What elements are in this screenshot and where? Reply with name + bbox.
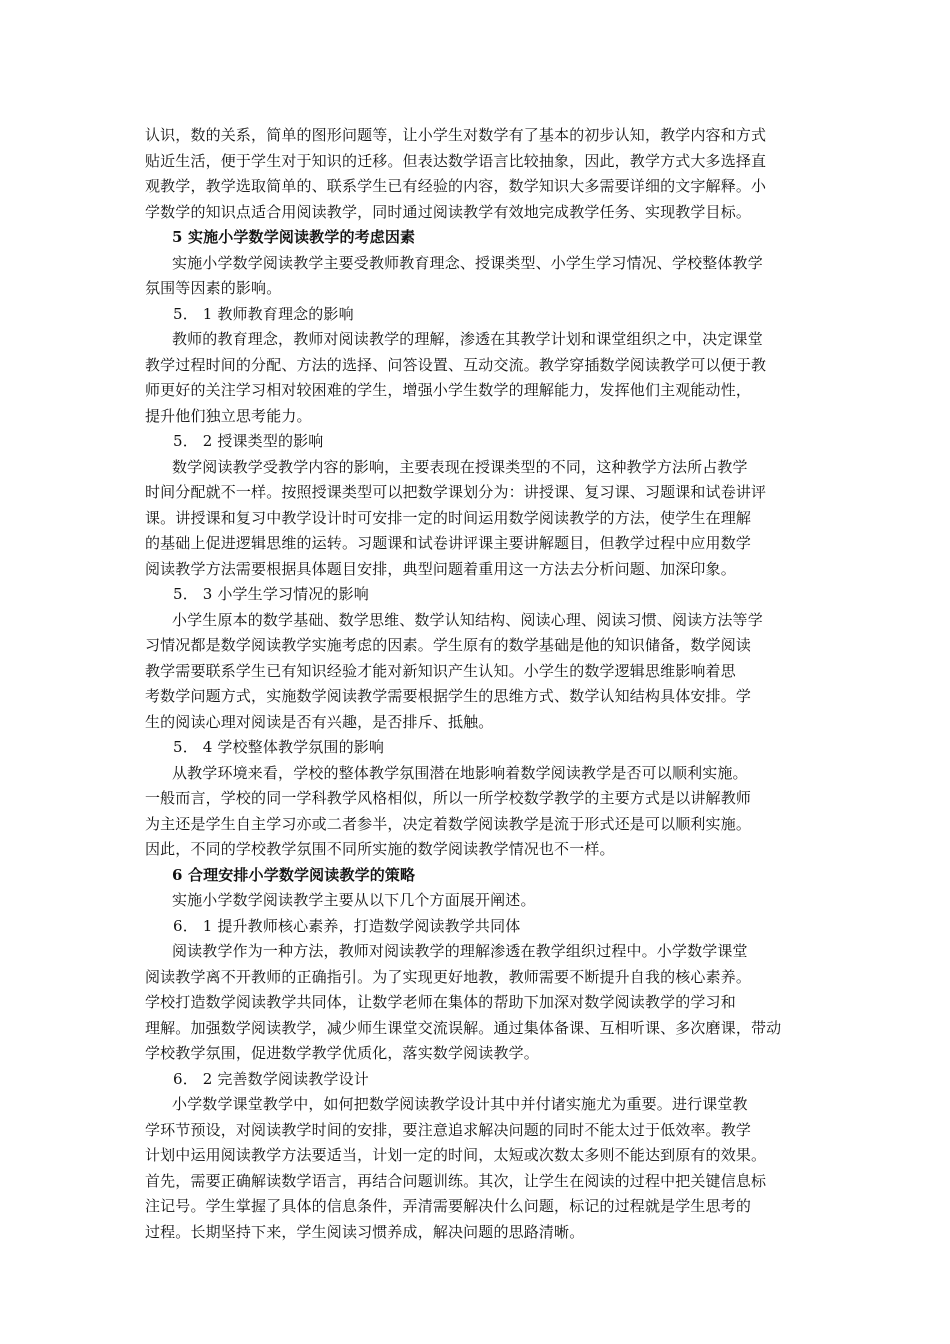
subsection-heading: 5． 1 教师教育理念的影响 bbox=[173, 304, 354, 323]
paragraph-line: 提升他们独立思考能力。 bbox=[145, 406, 312, 425]
paragraph-line: 为主还是学生自主学习亦或二者参半，决定着数学阅读教学是流于形式还是可以顺利实施。 bbox=[145, 814, 752, 833]
section-heading: 6 合理安排小学数学阅读教学的策略 bbox=[172, 865, 416, 884]
paragraph-first-line: 实施小学数学阅读教学主要受教师教育理念、授课类型、小学生学习情况、学校整体教学 bbox=[172, 253, 763, 272]
paragraph-line: 考数学问题方式，实施数学阅读教学需要根据学生的思维方式、数学认知结构具体安排。学 bbox=[145, 687, 752, 705]
paragraph-line: 师更好的关注学习相对较困难的学生，增强小学生数学的理解能力，发挥他们主观能动性， bbox=[145, 381, 752, 399]
paragraph-line: 过程。长期坚持下来，学生阅读习惯养成，解决问题的思路清晰。 bbox=[145, 1222, 585, 1241]
subsection-heading: 5． 3 小学生学习情况的影响 bbox=[173, 585, 369, 603]
paragraph-line: 阅读教学离不开教师的正确指引。为了实现更好地教，教师需要不断提升自我的核心素养。 bbox=[145, 967, 752, 986]
paragraph-line: 生的阅读心理对阅读是否有兴趣，是否排斥、抵触。 bbox=[145, 712, 494, 731]
paragraph-first-line: 小学生原本的数学基础、数学思维、数学认知结构、阅读心理、阅读习惯、阅读方法等学 bbox=[172, 610, 763, 629]
subsection-heading: 6． 2 完善数学阅读教学设计 bbox=[173, 1069, 369, 1088]
paragraph-first-line: 实施小学数学阅读教学主要从以下几个方面展开阐述。 bbox=[172, 891, 536, 909]
paragraph-line: 教学需要联系学生已有知识经验才能对新知识产生认知。小学生的数学逻辑思维影响着思 bbox=[145, 661, 736, 680]
section-heading: 5 实施小学数学阅读教学的考虑因素 bbox=[172, 228, 416, 246]
subsection-heading: 6． 1 提升教师核心素养，打造数学阅读教学共同体 bbox=[173, 916, 521, 935]
paragraph-line: 因此，不同的学校教学氛围不同所实施的数学阅读教学情况也不一样。 bbox=[145, 840, 615, 858]
paragraph-line: 阅读教学方法需要根据具体题目安排，典型问题着重用这一方法去分析问题、加深印象。 bbox=[145, 559, 736, 578]
document-body bbox=[145, 123, 813, 1245]
paragraph-line: 一般而言，学校的同一学科教学风格相似，所以一所学校数学教学的主要方式是以讲解教师 bbox=[145, 789, 752, 807]
paragraph-line: 学校教学氛围，促进数学教学优质化，落实数学阅读教学。 bbox=[145, 1044, 539, 1062]
paragraph-line: 认识，数的关系，简单的图形问题等，让小学生对数学有了基本的初步认知，教学内容和方式 bbox=[145, 126, 767, 144]
paragraph-line: 教学过程时间的分配、方法的选择、问答设置、互动交流。教学穿插数学阅读教学可以便于教 bbox=[145, 355, 767, 374]
paragraph-line: 学数学的知识点适合用阅读教学，同时通过阅读教学有效地完成教学任务、实现教学目标。 bbox=[145, 202, 752, 221]
paragraph-line: 学校打造数学阅读教学共同体，让数学老师在集体的帮助下加深对数学阅读教学的学习和 bbox=[145, 993, 736, 1011]
paragraph-line: 计划中运用阅读教学方法要适当，计划一定的时间，太短或次数太多则不能达到原有的效果。 bbox=[145, 1146, 767, 1164]
paragraph-first-line: 教师的教育理念，教师对阅读教学的理解，渗透在其教学计划和课堂组织之中，决定课堂 bbox=[172, 330, 763, 348]
paragraph-first-line: 从教学环境来看，学校的整体教学氛围潜在地影响着数学阅读教学是否可以顺利实施。 bbox=[172, 763, 748, 782]
paragraph-line: 首先，需要正确解读数学语言，再结合问题训练。其次，让学生在阅读的过程中把关键信息标 bbox=[145, 1171, 767, 1190]
paragraph-line: 观教学，教学选取简单的、联系学生已有经验的内容，数学知识大多需要详细的文字解释。小 bbox=[145, 177, 767, 195]
paragraph-line: 的基础上促进逻辑思维的运转。习题课和试卷讲评课主要讲解题目，但教学过程中应用数学 bbox=[145, 534, 752, 552]
paragraph-first-line: 数学阅读教学受教学内容的影响，主要表现在授课类型的不同，这种教学方法所占教学 bbox=[172, 457, 748, 476]
paragraph-line: 时间分配就不一样。按照授课类型可以把数学课划分为：讲授课、复习课、习题课和试卷讲评 bbox=[145, 483, 767, 501]
paragraph-first-line: 小学数学课堂教学中，如何把数学阅读教学设计其中并付诸实施尤为重要。进行课堂教 bbox=[172, 1095, 748, 1113]
paragraph-line: 注记号。学生掌握了具体的信息条件，弄清需要解决什么问题，标记的过程就是学生思考的 bbox=[145, 1197, 752, 1215]
subsection-heading: 5． 2 授课类型的影响 bbox=[173, 432, 324, 450]
paragraph-first-line: 阅读教学作为一种方法，教师对阅读教学的理解渗透在教学组织过程中。小学数学课堂 bbox=[172, 942, 748, 960]
subsection-heading: 5． 4 学校整体教学氛围的影响 bbox=[173, 738, 385, 756]
paragraph-line: 贴近生活，便于学生对于知识的迁移。但表达数学语言比较抽象，因此，教学方式大多选择直 bbox=[145, 151, 767, 170]
paragraph-line: 习情况都是数学阅读教学实施考虑的因素。学生原有的数学基础是他的知识储备，数学阅读 bbox=[145, 636, 752, 654]
paragraph-line: 学环节预设，对阅读教学时间的安排，要注意追求解决问题的同时不能太过于低效率。教学 bbox=[145, 1120, 752, 1139]
paragraph-line: 理解。加强数学阅读教学，减少师生课堂交流误解。通过集体备课、互相听课、多次磨课，带动 bbox=[145, 1018, 782, 1037]
paragraph-line: 课。讲授课和复习中教学设计时可安排一定的时间运用数学阅读教学的方法，使学生在理解 bbox=[145, 508, 752, 527]
paragraph-line: 氛围等因素的影响。 bbox=[145, 279, 282, 297]
